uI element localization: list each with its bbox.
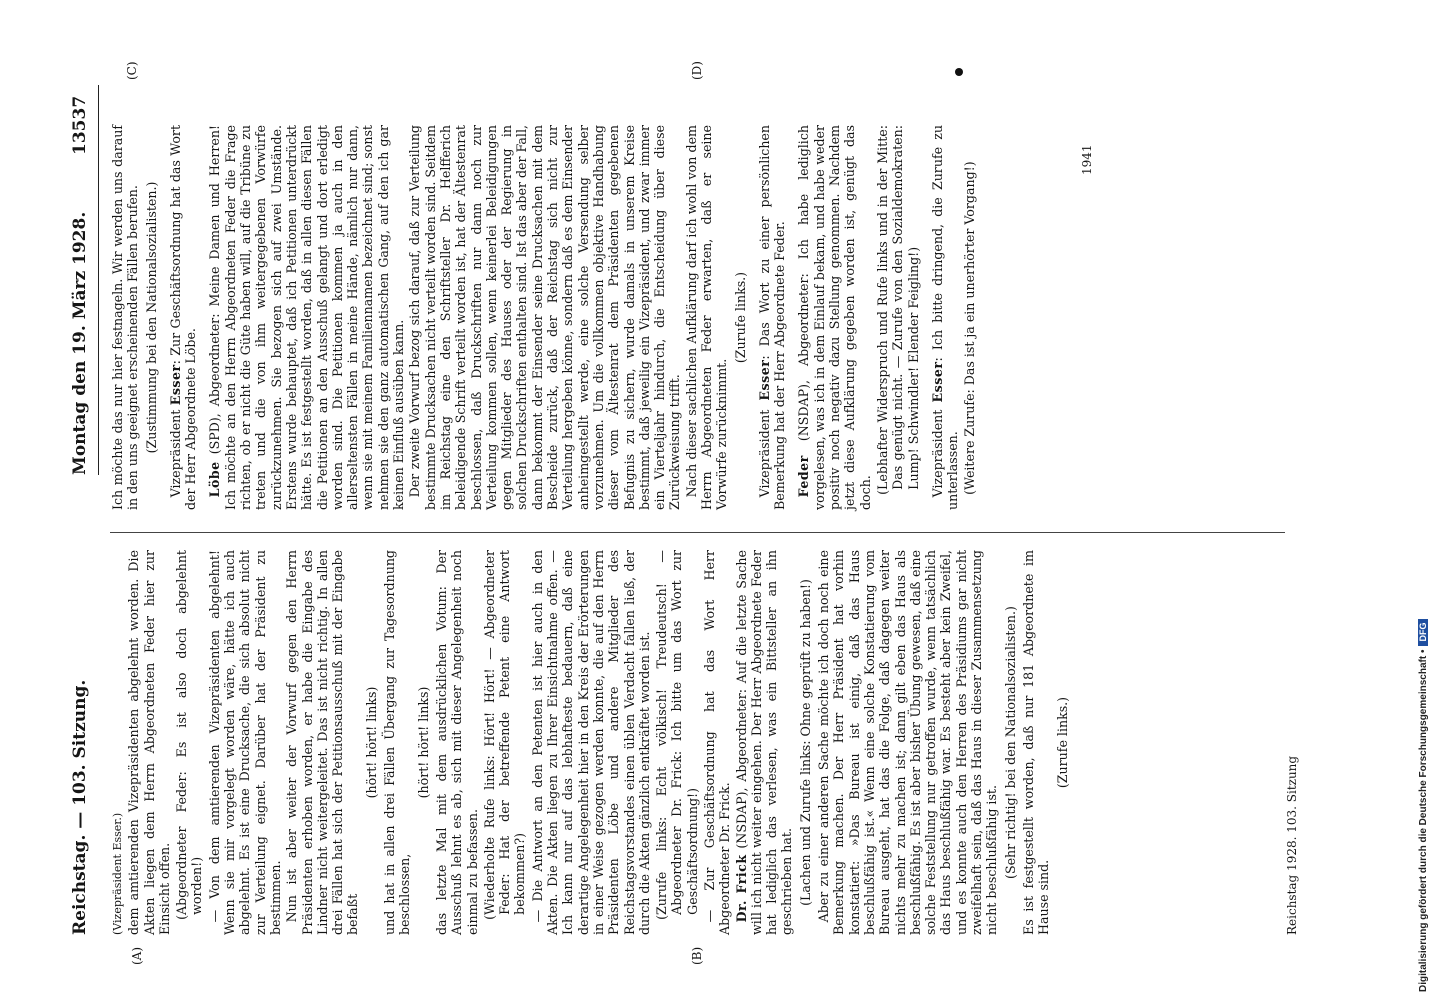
paragraph: (Zurufe links.)	[732, 271, 748, 364]
margin-mark-d: (D)	[690, 61, 704, 80]
digitization-attribution	[1418, 2, 1429, 992]
paragraph: Feder (NSDAP), Abgeordneter: Ich habe lediglich vorgelesen, was ich in dem Einlauf bekam, und habe weder positiv noch negativ dazu Stellung genommen. Nachdem jetzt diese Aufklärung gegeben worden ist, genügt das doch.	[796, 125, 873, 510]
paragraph: und hat in allen drei Fällen Übergang zur Tagesordnung beschlossen,	[382, 550, 413, 935]
paragraph: Dr. Frick (NSDAP), Abgeordneter: Auf die letzte Sache will ich nicht weiter eingehen. Der Herr Abgeordnete Feder hat lediglich das verlesen, was ein Bittsteller an ihn geschrieben hat.	[733, 550, 795, 935]
margin-mark-c: (C)	[125, 61, 139, 80]
speaker-name: Feder	[796, 455, 812, 498]
margin-mark-b: (B)	[690, 946, 704, 965]
page-footer: Reichstag 1928. 103. Sitzung	[1285, 755, 1299, 935]
paragraph: Löbe (SPD), Abgeordneter: Meine Damen und Herren! Ich möchte an den Herrn Abgeordneten Feder die Frage richten, ob er nicht die Güte haben will, auf die Tribüne zu treten und die von ihm weitergegebenen Vorwürfe zurückzunehmen. Sie bezogen sich auf zwei Umstände. Erstens wurde behauptet, daß ich Petitionen unterdrückt hätte. Es ist festgestellt worden, daß in allen diesen Fällen die Petitionen an den Ausschuß gelangt und dort erledigt worden sind. Die Petitionen kommen ja auch in den allerseltensten Fällen in meine Hände, nämlich nur dann, wenn sie mit meinem Familiennamen bezeichnet sind; sonst nehmen sie den ganz automatischen Gang, auf den ich gar keinen Einfluß ausüben kann.	[207, 125, 407, 510]
left-text-column	[110, 550, 1073, 935]
attribution-text: Digitalisierung gefördert durch die Deutsche Forschungsgemeinschaft •	[1418, 649, 1429, 992]
paragraph: (Sehr richtig! bei den Nationalsozialisten.)	[1002, 606, 1018, 879]
margin-mark-a: (A)	[130, 946, 144, 965]
paragraph: (Zurufe links.)	[1054, 696, 1070, 789]
paragraph: Es ist festgestellt worden, daß nur 181 Abgeordnete im Hause sind.	[1020, 550, 1052, 935]
paragraph: Nach dieser sachlichen Aufklärung darf ich wohl von dem Herrn Abgeordneten Feder erwarten, daß er seine Vorwürfe zurücknimmt.	[683, 125, 730, 510]
paragraph: (Lachen und Zurufe links: Ohne geprüft zu haben!)	[797, 579, 813, 906]
right-text-column	[110, 125, 980, 510]
ink-dot	[955, 68, 963, 76]
paragraph: Aber zu einer anderen Sache möchte ich doch noch eine Bemerkung machen. Der Herr Präsident hat vorhin konstatiert: »Das Bureau ist einig, daß das Haus beschlußfähig ist.« Wenn eine solche Konstatierung vom Bureau ausgeht, hat das die Folge, daß dagegen weiter nichts mehr zu machen ist; dann gilt eben das Haus als beschlußfähig. Es ist aber bisher Übung gewesen, daß eine solche Feststellung nur getroffen wurde, wenn tatsächlich das Haus beschlußfähig war. Es besteht aber kein Zweifel, und es konnte auch den Herren des Präsidiums gar nicht zweifelhaft sein, daß das Haus in dieser Zusammensetzung nicht beschlußfähig ist.	[816, 550, 1000, 935]
header-rule	[98, 85, 99, 475]
speaker-name: Dr. Frick	[733, 854, 749, 923]
paragraph: Vizepräsident Esser: Ich bitte dringend, die Zurufe zu unterlassen.	[929, 125, 961, 510]
paragraph: (Zurufe links: Echt völkisch! Treudeutsch! — Abgeordneter Dr. Frick: Ich bitte um das Wort zur Geschäftsordnung!)	[654, 550, 700, 920]
paragraph: Vizepräsident Esser: Das Wort zu einer persönlichen Bemerkung hat der Herr Abgeordnete Feder.	[756, 125, 788, 510]
paragraph: Nun ist aber weiter der Vorwurf gegen den Herrn Präsidenten erhoben worden, er habe die Eingabe des Lindner nicht weitergeleitet. Das ist nicht richtig. In allen drei Fällen hat sich der Petitionsausschuß mit der Eingabe befaßt	[284, 550, 361, 935]
paragraph: Ich möchte das nur hier festnageln. Wir werden uns darauf in den uns geeignet erscheinenden Fällen berufen.	[110, 125, 141, 510]
paragraph: (hört! hört! links)	[415, 686, 431, 799]
paragraph: (hört! hört! links)	[363, 686, 379, 799]
speaker-name: Esser	[756, 359, 772, 401]
paragraph: (Lebhafter Widerspruch und Rufe links und in der Mitte: Das genügt nicht. — Zurufe von den Sozialdemokraten: Lump! Schwindler! Elender Feigling!)	[874, 125, 921, 495]
paragraph: (Vizepräsident Esser.)	[111, 812, 124, 935]
paragraph: (Zustimmung bei den Nationalsozialisten.)	[143, 181, 159, 454]
page-number: 13537	[70, 95, 90, 155]
running-header-left: Reichstag. — 103. Sitzung.	[70, 679, 90, 935]
paragraph: (Wiederholte Rufe links: Hört! Hört! — Abgeordneter Feder: Hat der betreffende Petent eine Antwort bekommen?)	[481, 550, 528, 920]
paragraph: Vizepräsident Esser: Zur Geschäftsordnung hat das Wort der Herr Abgeordnete Löbe.	[167, 124, 199, 510]
rotated-document-page	[70, 61, 1320, 965]
paragraph: — Zur Geschäftsordnung hat das Wort Herr Abgeordneter Dr. Frick.	[701, 550, 733, 935]
paragraph: dem amtierenden Vizepräsidenten abgelehnt worden. Die Akten liegen dem Herrn Abgeordneten Feder hier zur Einsicht offen.	[126, 550, 172, 935]
paragraph: Der zweite Vorwurf bezog sich darauf, daß zur Verteilung bestimmte Drucksachen nicht verteilt worden sind. Seitdem im Reichstag eine den Schriftsteller Dr. Helfferich beleidigende Schrift verteilt worden ist, hat der Ältestenrat beschlossen, daß Druckschriften nur dann noch zur Verteilung kommen sollen, wenn keinerlei Beleidigungen gegen Mitglieder des Hauses oder der Regierung in solchen Druckschriften enthalten sind. Ist das aber der Fall, dann bekommt der Einsender seine Drucksachen mit dem Bescheide zurück, daß der Reichstag sich nicht zur Verteilung hergeben könne, sondern daß es dem Einsender anheimgestellt werde, eine solche Versendung selber vorzunehmen. Um die vollkommen objektive Handhabung dieser vom Ältestenrat dem Präsidenten gegebenen Befugnis zu sichern, wurde damals in unserem Kreise bestimmt, daß jeweilig ein Vizepräsident, und zwar immer ein Vierteljahr hindurch, die Entscheidung über diese Zurückweisung trifft.	[407, 125, 683, 510]
column-divider	[110, 532, 1285, 533]
speaker-name: Löbe	[207, 461, 223, 498]
paragraph: (Abgeordneter Feder: Es ist also doch abgelehnt worden!)	[174, 550, 205, 920]
speaker-name: Esser	[167, 364, 183, 406]
paragraph: (Weitere Zurufe: Das ist ja ein unerhörter Vorgang!)	[962, 161, 978, 495]
paragraph: — Die Antwort an den Petenten ist hier auch in den Akten. Die Akten liegen zu Ihrer Einsichtnahme offen. — Ich kann nur auf das lebhafteste bedauern, daß eine derartige Angelegenheit hier in den Kreis der Erörterungen in einer Weise gezogen werden konnte, die auf den Herrn Präsidenten Löbe und andere Mitglieder des Reichstagsvorstandes einen üblen Verdacht fallen ließ, der durch die Akten gänzlich entkräftet worden ist.	[529, 550, 652, 935]
dfg-logo: DFG	[1418, 619, 1428, 646]
running-header-date: Montag den 19. März 1928.	[70, 211, 90, 475]
signature-number: 1941	[1080, 144, 1094, 175]
paragraph: das letzte Mal mit dem ausdrücklichen Votum: Der Ausschuß lehnt es ab, sich mit dieser Angelegenheit noch einmal zu befassen.	[433, 550, 480, 935]
paragraph: — Von dem amtierenden Vizepräsidenten abgelehnt! Wenn sie mir vorgelegt worden wäre, hätte ich auch abgelehnt. Es ist eine Drucksache, die sich absolut nicht zur Verteilung eignet. Darüber hat der Präsident zu bestimmen.	[206, 550, 283, 935]
speaker-name: Esser	[929, 361, 945, 403]
